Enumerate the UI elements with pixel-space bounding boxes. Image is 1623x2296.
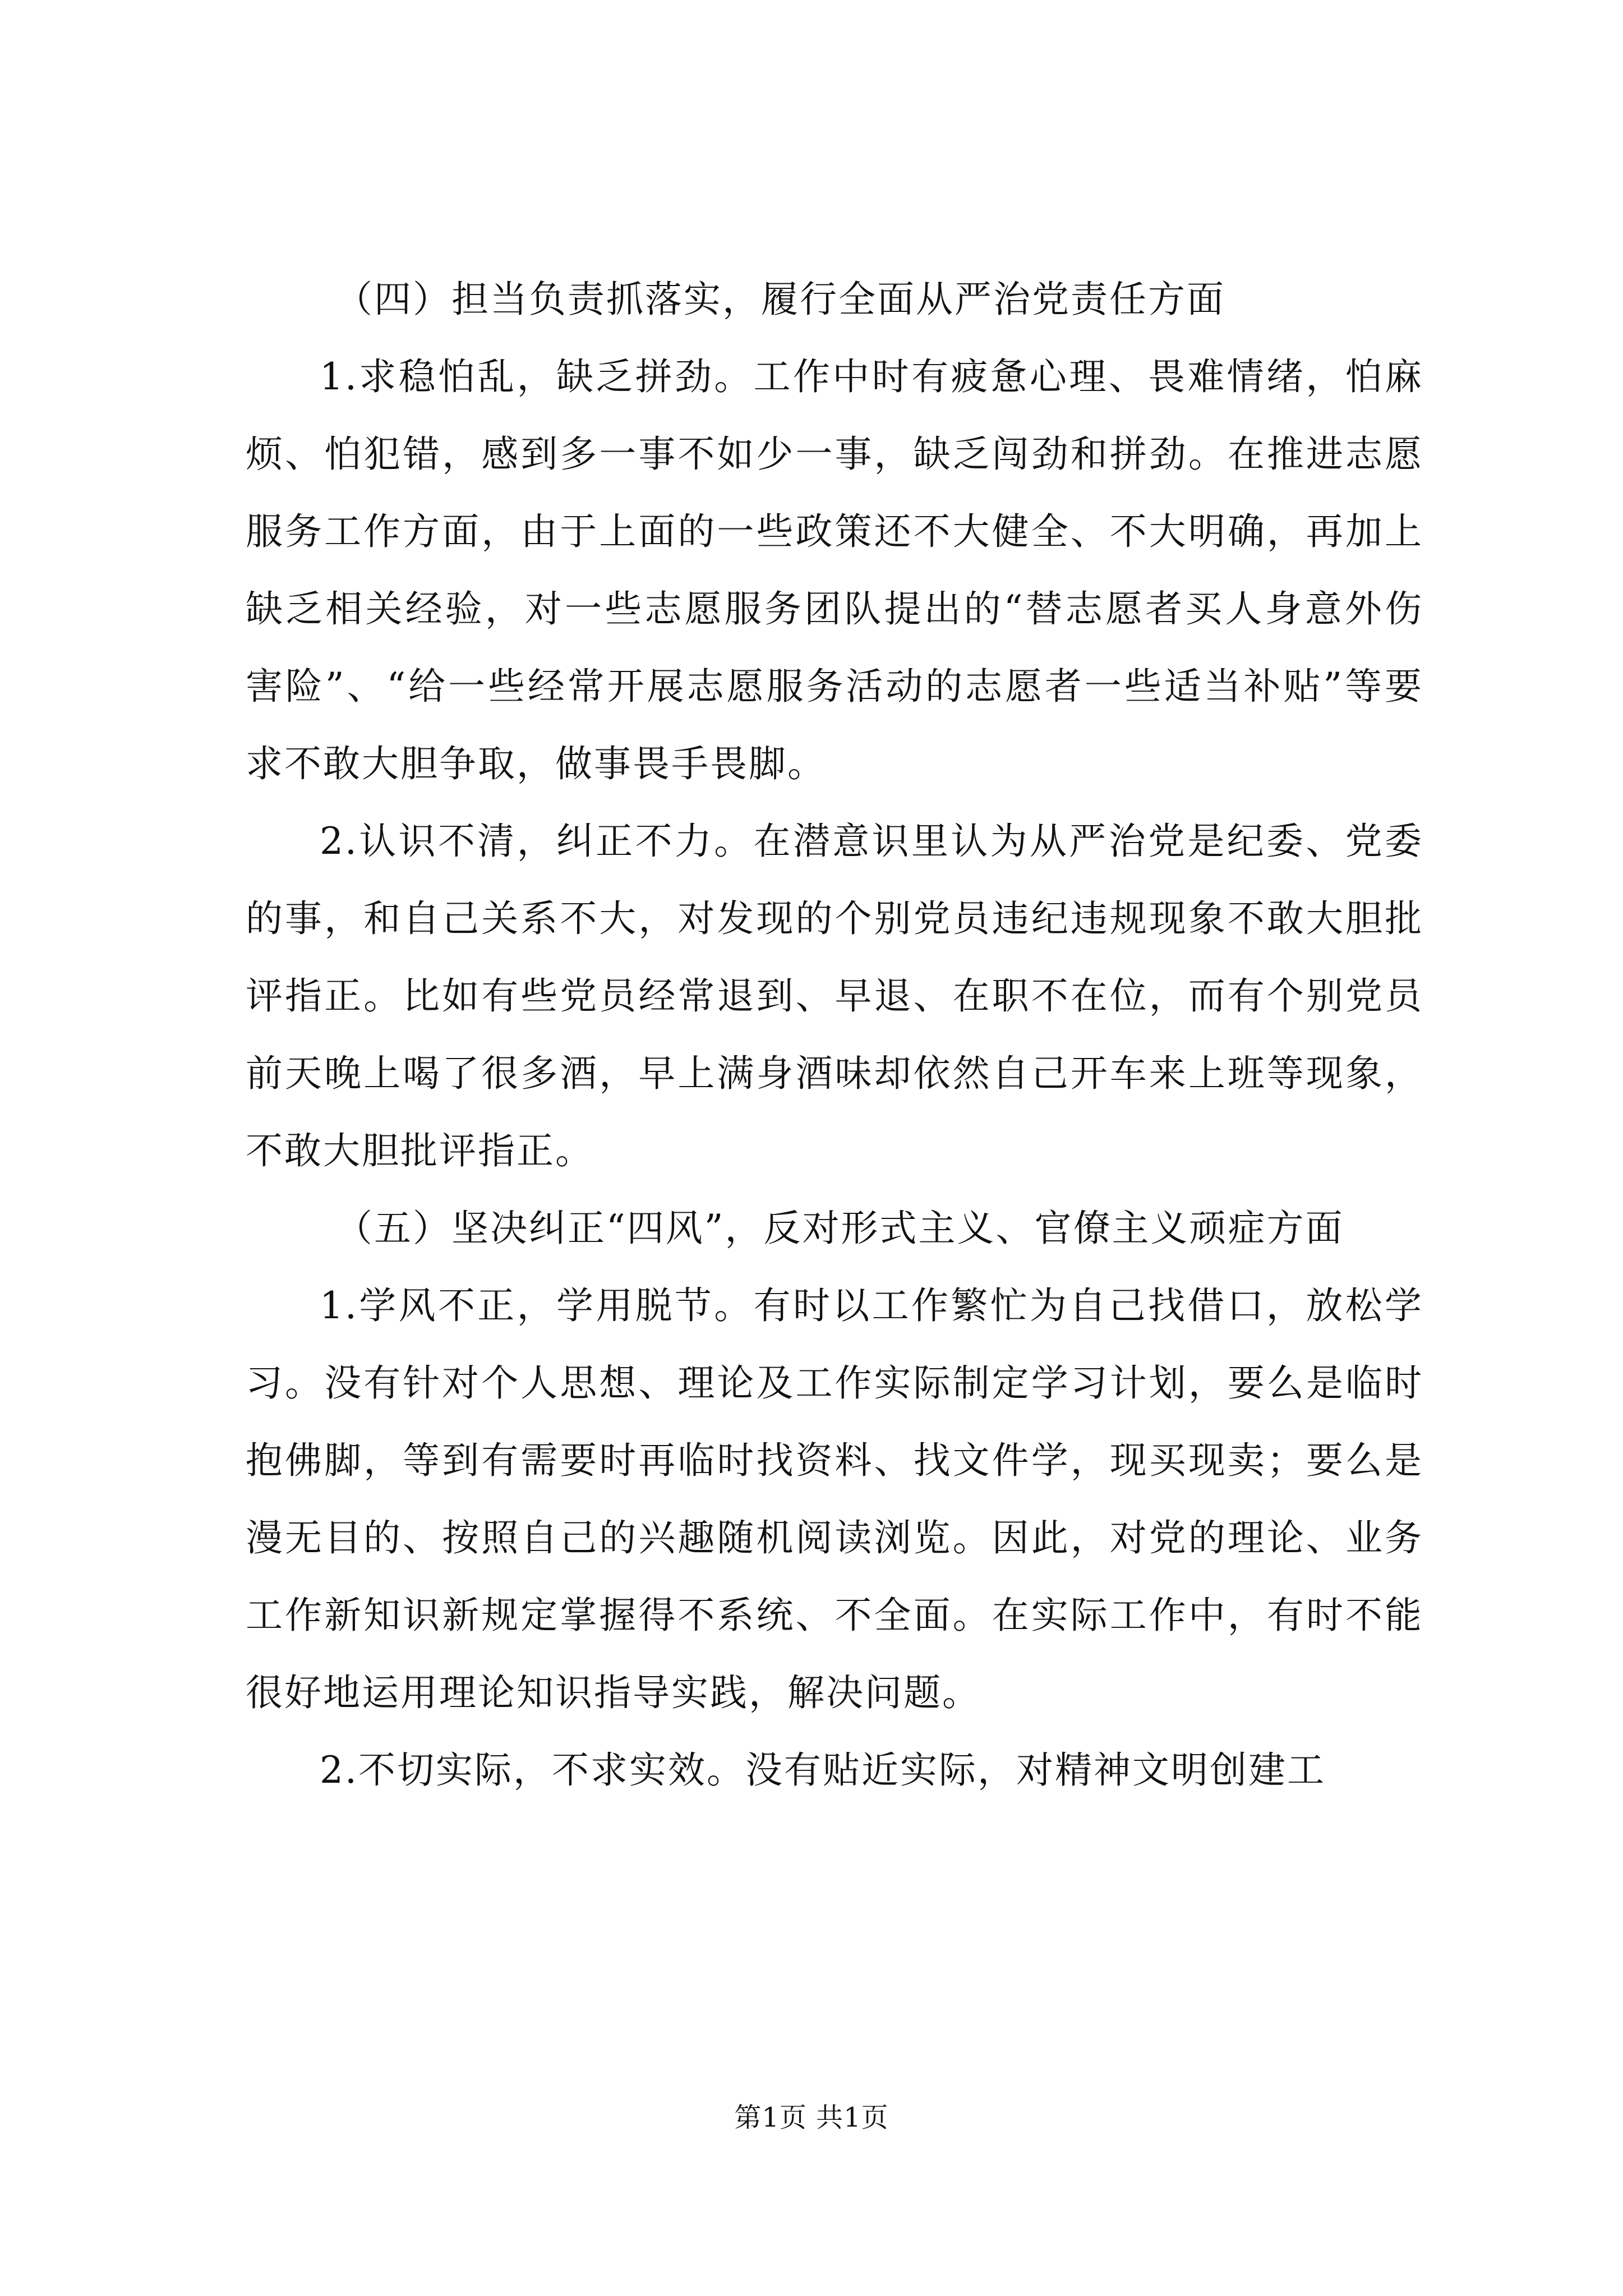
document-body	[246, 261, 1423, 1809]
section-heading-4: （四）担当负责抓落实，履行全面从严治党责任方面	[335, 278, 1225, 321]
paragraph-4-2: 2.认识不清，纠正不力。在潜意识里认为从严治党是纪委、党委的事，和自己关系不大，对发现的个别党员违纪违规现象不敢大胆批评指正。比如有些党员经常退到、早退、在职不在位，而有个别党员前天晚上喝了很多酒，早上满身酒味却依然自己开车来上班等现象，不敢大胆批评指正。	[246, 820, 1423, 1172]
paragraph-4-1: 1.求稳怕乱，缺乏拼劲。工作中时有疲惫心理、畏难情绪，怕麻烦、怕犯错，感到多一事不如少一事，缺乏闯劲和拼劲。在推进志愿服务工作方面，由于上面的一些政策还不大健全、不大明确，再加上缺乏相关经验，对一些志愿服务团队提出的“替志愿者买人身意外伤害险”、“给一些经常开展志愿服务活动的志愿者一些适当补贴”等要求不敢大胆争取，做事畏手畏脚。	[246, 355, 1423, 785]
page-footer: 第1页 共1页	[734, 2102, 889, 2133]
section-heading-5: （五）坚决纠正“四风”，反对形式主义、官僚主义顽症方面	[335, 1207, 1344, 1250]
paragraph-5-1: 1.学风不正，学用脱节。有时以工作繁忙为自己找借口，放松学习。没有针对个人思想、理论及工作实际制定学习计划，要么是临时抱佛脚，等到有需要时再临时找资料、找文件学，现买现卖；要么是漫无目的、按照自己的兴趣随机阅读浏览。因此，对党的理论、业务工作新知识新规定掌握得不系统、不全面。在实际工作中，有时不能很好地运用理论知识指导实践，解决问题。	[246, 1284, 1423, 1714]
paragraph-5-2: 2.不切实际，不求实效。没有贴近实际，对精神文明创建工	[320, 1749, 1326, 1792]
